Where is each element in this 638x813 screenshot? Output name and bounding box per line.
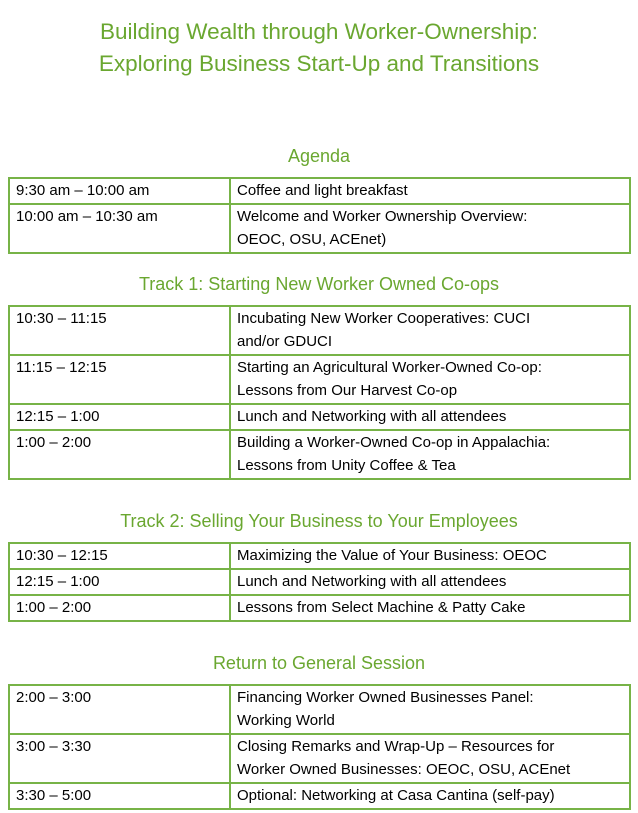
table-row — [9, 569, 630, 595]
table-row — [9, 178, 630, 204]
time-cell: 12:15 – 1:00 — [9, 569, 230, 595]
table-row — [9, 783, 630, 809]
session-text-line: Lunch and Networking with all attendees — [237, 408, 507, 425]
table-row — [9, 734, 630, 783]
session-text-line: Lessons from Select Machine & Patty Cake — [237, 599, 526, 616]
agenda-table — [8, 305, 631, 480]
session-cell — [230, 783, 630, 809]
session-cell — [230, 178, 630, 204]
session-text-line: Worker Owned Businesses: OEOC, OSU, ACEnet — [237, 761, 571, 778]
table-row — [9, 306, 630, 355]
session-cell — [230, 595, 630, 621]
session-text-line: Building a Worker-Owned Co-op in Appalachia: — [237, 434, 551, 451]
session-cell — [230, 734, 630, 783]
time-cell: 1:00 – 2:00 — [9, 430, 230, 479]
table-row — [9, 355, 630, 404]
section-heading: Track 2: Selling Your Business to Your Employees — [120, 511, 518, 531]
session-text-line: Lunch and Networking with all attendees — [237, 573, 507, 590]
title-line-2: Exploring Business Start-Up and Transitions — [98, 51, 540, 76]
session-text-line: Financing Worker Owned Businesses Panel: — [237, 689, 534, 706]
time-cell: 10:00 am – 10:30 am — [9, 204, 230, 253]
session-cell — [230, 204, 630, 253]
agenda-table — [8, 684, 631, 810]
table-row — [9, 685, 630, 734]
table-row — [9, 404, 630, 430]
session-text-line: Starting an Agricultural Worker-Owned Co-op: — [237, 359, 542, 376]
session-cell — [230, 306, 630, 355]
title-line-1: Building Wealth through Worker-Ownership: — [99, 19, 539, 44]
time-cell: 12:15 – 1:00 — [9, 404, 230, 430]
session-cell — [230, 569, 630, 595]
session-cell — [230, 685, 630, 734]
session-text-line: Lessons from Unity Coffee & Tea — [237, 457, 456, 474]
table-row — [9, 543, 630, 569]
time-cell: 10:30 – 12:15 — [9, 543, 230, 569]
section-heading: Agenda — [287, 146, 351, 166]
time-cell: 3:30 – 5:00 — [9, 783, 230, 809]
session-text-line: Incubating New Worker Cooperatives: CUCI — [237, 310, 531, 327]
table-row — [9, 595, 630, 621]
time-cell: 1:00 – 2:00 — [9, 595, 230, 621]
agenda-table — [8, 542, 631, 622]
time-cell: 10:30 – 11:15 — [9, 306, 230, 355]
session-text-line: Closing Remarks and Wrap-Up – Resources for — [237, 738, 555, 755]
session-cell — [230, 355, 630, 404]
time-cell: 9:30 am – 10:00 am — [9, 178, 230, 204]
time-cell: 2:00 – 3:00 — [9, 685, 230, 734]
table-row — [9, 204, 630, 253]
document-title — [0, 16, 638, 80]
session-text-line: Optional: Networking at Casa Cantina (self-pay) — [237, 787, 555, 804]
session-cell — [230, 404, 630, 430]
session-text-line: Coffee and light breakfast — [237, 182, 408, 199]
time-cell: 11:15 – 12:15 — [9, 355, 230, 404]
agenda-table — [8, 177, 631, 254]
session-text-line: Welcome and Worker Ownership Overview: — [237, 208, 528, 225]
table-row — [9, 430, 630, 479]
session-text-line: and/or GDUCI — [237, 333, 333, 350]
section-heading: Return to General Session — [212, 653, 426, 673]
session-cell — [230, 430, 630, 479]
session-cell — [230, 543, 630, 569]
time-cell: 3:00 – 3:30 — [9, 734, 230, 783]
section-heading: Track 1: Starting New Worker Owned Co-ops — [138, 274, 500, 294]
session-text-line: Working World — [237, 712, 335, 729]
session-text-line: Lessons from Our Harvest Co-op — [237, 382, 458, 399]
session-text-line: Maximizing the Value of Your Business: OEOC — [237, 547, 547, 564]
session-text-line: OEOC, OSU, ACEnet) — [237, 231, 387, 248]
